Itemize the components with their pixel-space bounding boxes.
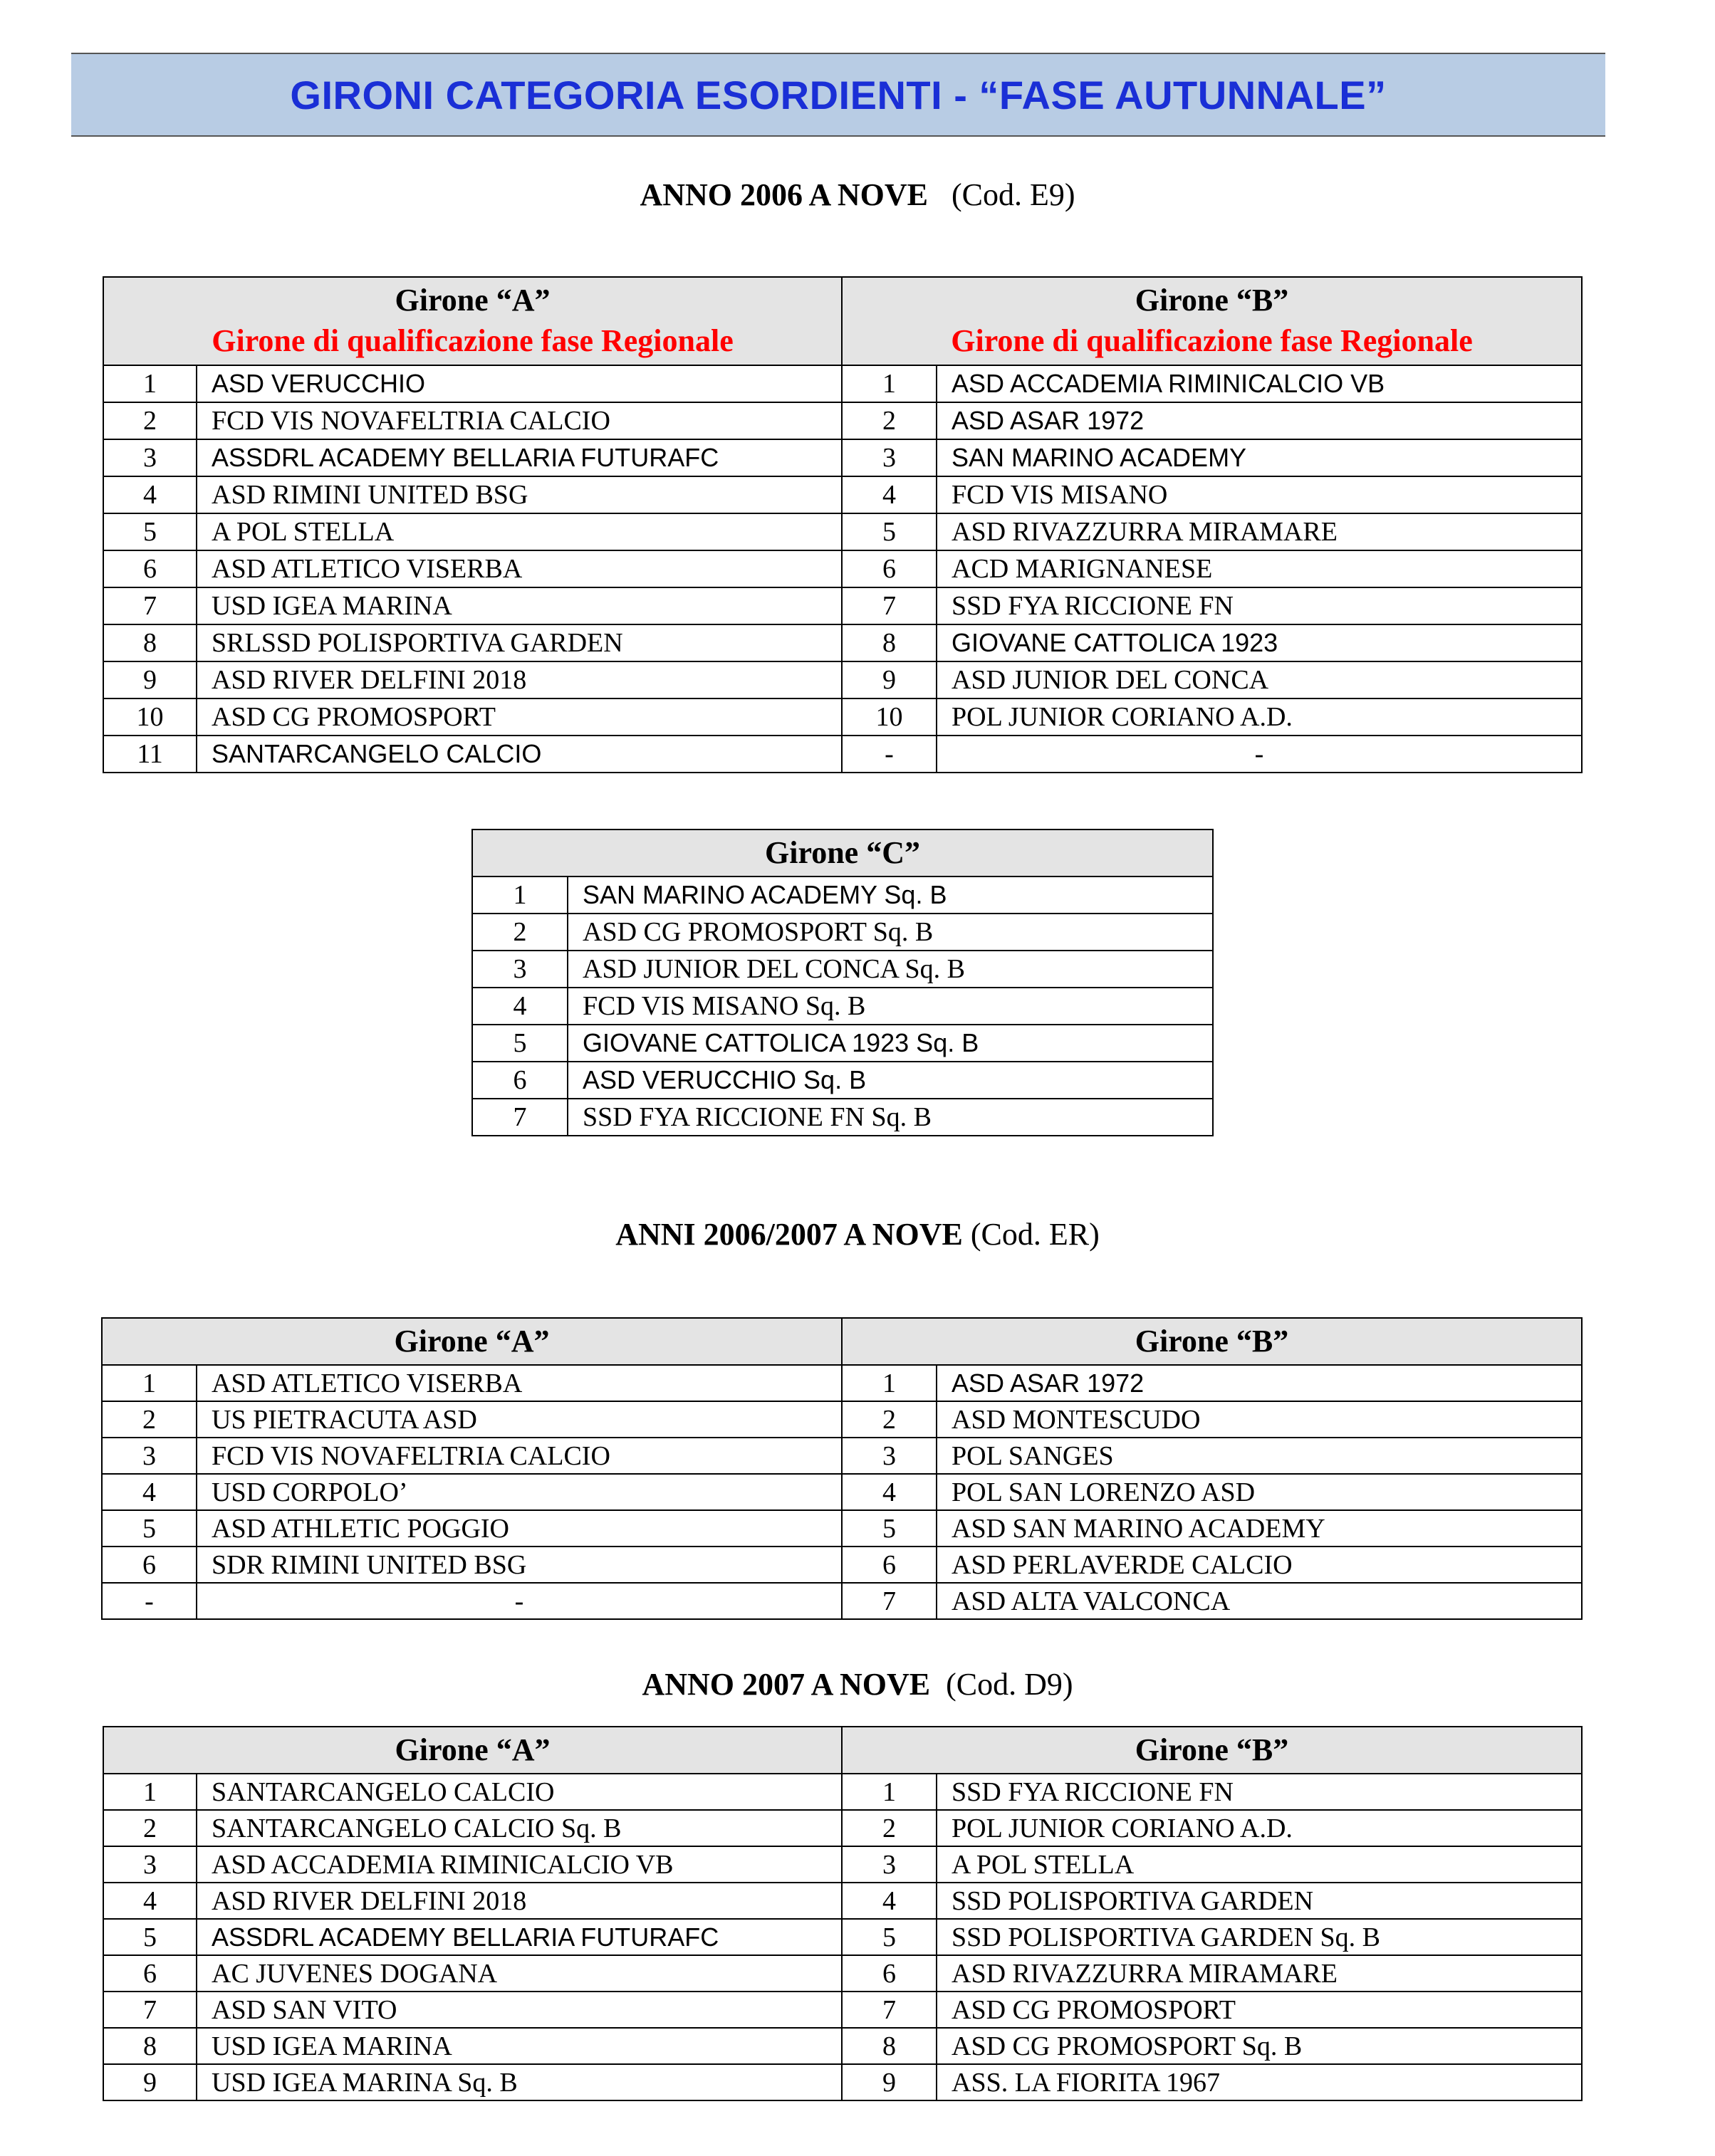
team-name: FCD VIS NOVAFELTRIA CALCIO <box>197 402 842 439</box>
row-number: 6 <box>102 1547 197 1583</box>
team-name: SANTARCANGELO CALCIO Sq. B <box>197 1810 842 1846</box>
row-number: 2 <box>103 402 197 439</box>
row-number: 7 <box>103 587 197 624</box>
row-number: 1 <box>103 1774 197 1810</box>
table-row <box>472 951 1213 988</box>
team-name: - <box>197 1583 842 1619</box>
team-name: SSD FYA RICCIONE FN Sq. B <box>568 1099 1213 1136</box>
team-name: ASD CG PROMOSPORT Sq. B <box>937 2028 1582 2064</box>
team-name: ASD RIVER DELFINI 2018 <box>197 661 842 698</box>
table-row <box>103 736 1582 773</box>
team-name: ASD SAN MARINO ACADEMY <box>937 1510 1582 1547</box>
table-row <box>103 624 1582 661</box>
row-number: 2 <box>472 914 568 951</box>
row-number: 5 <box>102 1510 197 1547</box>
row-number: 5 <box>842 1919 937 1955</box>
table-row <box>103 661 1582 698</box>
row-number: 6 <box>472 1062 568 1099</box>
group-header-a <box>103 277 842 365</box>
group-header-a <box>103 1727 842 1774</box>
team-name: ASD RIVER DELFINI 2018 <box>197 1883 842 1919</box>
team-name: ASD RIVAZZURRA MIRAMARE <box>937 1955 1582 1992</box>
group-header-b <box>842 1318 1582 1365</box>
row-number: 1 <box>472 876 568 914</box>
row-number: 2 <box>842 402 937 439</box>
team-name: POL SANGES <box>937 1438 1582 1474</box>
row-number: 10 <box>103 698 197 736</box>
team-name: USD IGEA MARINA <box>197 2028 842 2064</box>
team-name: A POL STELLA <box>937 1846 1582 1883</box>
row-number: 7 <box>103 1992 197 2028</box>
team-name: SANTARCANGELO CALCIO <box>197 736 842 773</box>
row-number: 4 <box>472 988 568 1025</box>
row-number: 3 <box>842 1438 937 1474</box>
team-name: ASD RIVAZZURRA MIRAMARE <box>937 513 1582 550</box>
row-number: 1 <box>842 365 937 402</box>
row-number: 9 <box>842 661 937 698</box>
row-number: 2 <box>103 1810 197 1846</box>
team-name: ASD ASAR 1972 <box>937 402 1582 439</box>
team-name: SAN MARINO ACADEMY Sq. B <box>568 876 1213 914</box>
row-number: 7 <box>472 1099 568 1136</box>
team-name: USD IGEA MARINA <box>197 587 842 624</box>
section-heading-er <box>0 1216 1715 1252</box>
table-row <box>103 513 1582 550</box>
team-name: ASD VERUCCHIO Sq. B <box>568 1062 1213 1099</box>
team-name: - <box>937 736 1582 773</box>
team-name: ASD JUNIOR DEL CONCA Sq. B <box>568 951 1213 988</box>
row-number: 2 <box>842 1401 937 1438</box>
team-name: SSD POLISPORTIVA GARDEN <box>937 1883 1582 1919</box>
row-number: - <box>842 736 937 773</box>
team-name: ASD ATHLETIC POGGIO <box>197 1510 842 1547</box>
team-name: US PIETRACUTA ASD <box>197 1401 842 1438</box>
team-name: ASS. LA FIORITA 1967 <box>937 2064 1582 2100</box>
group-name: Girone “B” <box>1135 283 1289 318</box>
row-number: 10 <box>842 698 937 736</box>
table-row <box>102 1365 1582 1401</box>
table-row <box>103 476 1582 513</box>
team-name: ASD ATLETICO VISERBA <box>197 550 842 587</box>
row-number: 5 <box>842 513 937 550</box>
row-number: - <box>102 1583 197 1619</box>
group-name: Girone “A” <box>395 283 551 318</box>
row-number: 1 <box>842 1365 937 1401</box>
row-number: 5 <box>103 513 197 550</box>
table-row <box>102 1547 1582 1583</box>
table-row <box>103 2064 1582 2100</box>
team-name: ASD CG PROMOSPORT Sq. B <box>568 914 1213 951</box>
row-number: 6 <box>842 550 937 587</box>
team-name: ASD ACCADEMIA RIMINICALCIO VB <box>197 1846 842 1883</box>
team-name: ASD ATLETICO VISERBA <box>197 1365 842 1401</box>
page-title: GIRONI CATEGORIA ESORDIENTI - “FASE AUTUNNALE” <box>290 72 1387 117</box>
section-heading-text: ANNO 2007 A NOVE <box>642 1667 931 1702</box>
table-row <box>102 1401 1582 1438</box>
table-row <box>102 1474 1582 1510</box>
table-row <box>472 1062 1213 1099</box>
row-number: 4 <box>103 1883 197 1919</box>
row-number: 1 <box>103 365 197 402</box>
row-number: 4 <box>842 1883 937 1919</box>
table-row <box>102 1510 1582 1547</box>
group-subtitle: Girone di qualificazione fase Regionale <box>212 323 734 358</box>
team-name: ASD RIMINI UNITED BSG <box>197 476 842 513</box>
row-number: 3 <box>842 439 937 476</box>
row-number: 3 <box>472 951 568 988</box>
group-name: Girone “A” <box>394 1324 550 1359</box>
team-name: SRLSSD POLISPORTIVA GARDEN <box>197 624 842 661</box>
team-name: USD IGEA MARINA Sq. B <box>197 2064 842 2100</box>
team-name: POL JUNIOR CORIANO A.D. <box>937 698 1582 736</box>
row-number: 4 <box>102 1474 197 1510</box>
row-number: 7 <box>842 1583 937 1619</box>
row-number: 8 <box>103 624 197 661</box>
table-row <box>102 1583 1582 1619</box>
table-row <box>103 550 1582 587</box>
row-number: 7 <box>842 587 937 624</box>
team-name: FCD VIS MISANO <box>937 476 1582 513</box>
row-number: 2 <box>842 1810 937 1846</box>
team-name: ASD ASAR 1972 <box>937 1365 1582 1401</box>
section-code: (Cod. E9) <box>952 177 1075 212</box>
team-name: SAN MARINO ACADEMY <box>937 439 1582 476</box>
table-row <box>472 876 1213 914</box>
team-name: ACD MARIGNANESE <box>937 550 1582 587</box>
team-name: GIOVANE CATTOLICA 1923 Sq. B <box>568 1025 1213 1062</box>
team-name: SANTARCANGELO CALCIO <box>197 1774 842 1810</box>
table-row <box>103 1883 1582 1919</box>
row-number: 8 <box>103 2028 197 2064</box>
section-code: (Cod. ER) <box>970 1217 1100 1252</box>
table-row <box>103 1846 1582 1883</box>
row-number: 2 <box>102 1401 197 1438</box>
table-row <box>103 1955 1582 1992</box>
team-name: FCD VIS MISANO Sq. B <box>568 988 1213 1025</box>
section-heading-d9 <box>0 1666 1715 1702</box>
team-name: GIOVANE CATTOLICA 1923 <box>937 624 1582 661</box>
team-name: SSD FYA RICCIONE FN <box>937 587 1582 624</box>
row-number: 4 <box>842 476 937 513</box>
row-number: 3 <box>103 439 197 476</box>
team-name: ASD ACCADEMIA RIMINICALCIO VB <box>937 365 1582 402</box>
table-row <box>103 2028 1582 2064</box>
row-number: 4 <box>842 1474 937 1510</box>
table-row <box>103 1919 1582 1955</box>
row-number: 3 <box>103 1846 197 1883</box>
table-row <box>103 698 1582 736</box>
group-name: Girone “C” <box>765 835 920 870</box>
team-name: ASD JUNIOR DEL CONCA <box>937 661 1582 698</box>
team-name: AC JUVENES DOGANA <box>197 1955 842 1992</box>
table-row <box>472 1099 1213 1136</box>
team-name: ASD SAN VITO <box>197 1992 842 2028</box>
row-number: 9 <box>103 661 197 698</box>
team-name: ASSDRL ACADEMY BELLARIA FUTURAFC <box>197 439 842 476</box>
row-number: 3 <box>842 1846 937 1883</box>
row-number: 7 <box>842 1992 937 2028</box>
group-name: Girone “A” <box>395 1732 551 1767</box>
group-header-c <box>472 830 1213 876</box>
section-code: (Cod. D9) <box>946 1667 1073 1702</box>
group-name: Girone “B” <box>1135 1324 1289 1359</box>
row-number: 8 <box>842 2028 937 2064</box>
row-number: 4 <box>103 476 197 513</box>
group-header-a <box>102 1318 842 1365</box>
table-row <box>103 1992 1582 2028</box>
section-heading-text: ANNO 2006 A NOVE <box>640 177 929 212</box>
row-number: 3 <box>102 1438 197 1474</box>
team-name: ASD CG PROMOSPORT <box>937 1992 1582 2028</box>
team-name: POL SAN LORENZO ASD <box>937 1474 1582 1510</box>
table-row <box>103 439 1582 476</box>
group-subtitle: Girone di qualificazione fase Regionale <box>951 323 1473 358</box>
team-name: ASD PERLAVERDE CALCIO <box>937 1547 1582 1583</box>
row-number: 6 <box>842 1955 937 1992</box>
team-name: SSD FYA RICCIONE FN <box>937 1774 1582 1810</box>
groups-table-d9 <box>103 1726 1583 2101</box>
table-row <box>103 587 1582 624</box>
row-number: 11 <box>103 736 197 773</box>
team-name: FCD VIS NOVAFELTRIA CALCIO <box>197 1438 842 1474</box>
row-number: 5 <box>472 1025 568 1062</box>
table-row <box>472 1025 1213 1062</box>
team-name: ASSDRL ACADEMY BELLARIA FUTURAFC <box>197 1919 842 1955</box>
table-row <box>103 402 1582 439</box>
row-number: 6 <box>842 1547 937 1583</box>
row-number: 1 <box>842 1774 937 1810</box>
team-name: SSD POLISPORTIVA GARDEN Sq. B <box>937 1919 1582 1955</box>
groups-table-e9-c <box>471 829 1214 1136</box>
table-row <box>103 1810 1582 1846</box>
row-number: 9 <box>103 2064 197 2100</box>
row-number: 6 <box>103 1955 197 1992</box>
table-row <box>472 914 1213 951</box>
title-banner <box>71 53 1605 137</box>
table-row <box>103 365 1582 402</box>
table-row <box>103 1774 1582 1810</box>
groups-table-er <box>101 1317 1583 1620</box>
group-name: Girone “B” <box>1135 1732 1289 1767</box>
team-name: USD CORPOLO’ <box>197 1474 842 1510</box>
section-heading-text: ANNI 2006/2007 A NOVE <box>615 1217 963 1252</box>
table-row <box>472 988 1213 1025</box>
group-header-b <box>842 1727 1582 1774</box>
row-number: 9 <box>842 2064 937 2100</box>
groups-table-e9 <box>103 276 1583 773</box>
team-name: ASD MONTESCUDO <box>937 1401 1582 1438</box>
team-name: ASD ALTA VALCONCA <box>937 1583 1582 1619</box>
row-number: 1 <box>102 1365 197 1401</box>
team-name: POL JUNIOR CORIANO A.D. <box>937 1810 1582 1846</box>
team-name: ASD VERUCCHIO <box>197 365 842 402</box>
row-number: 5 <box>842 1510 937 1547</box>
team-name: A POL STELLA <box>197 513 842 550</box>
team-name: ASD CG PROMOSPORT <box>197 698 842 736</box>
row-number: 8 <box>842 624 937 661</box>
row-number: 5 <box>103 1919 197 1955</box>
team-name: SDR RIMINI UNITED BSG <box>197 1547 842 1583</box>
row-number: 6 <box>103 550 197 587</box>
table-row <box>102 1438 1582 1474</box>
section-heading-e9 <box>0 177 1715 213</box>
group-header-b <box>842 277 1582 365</box>
